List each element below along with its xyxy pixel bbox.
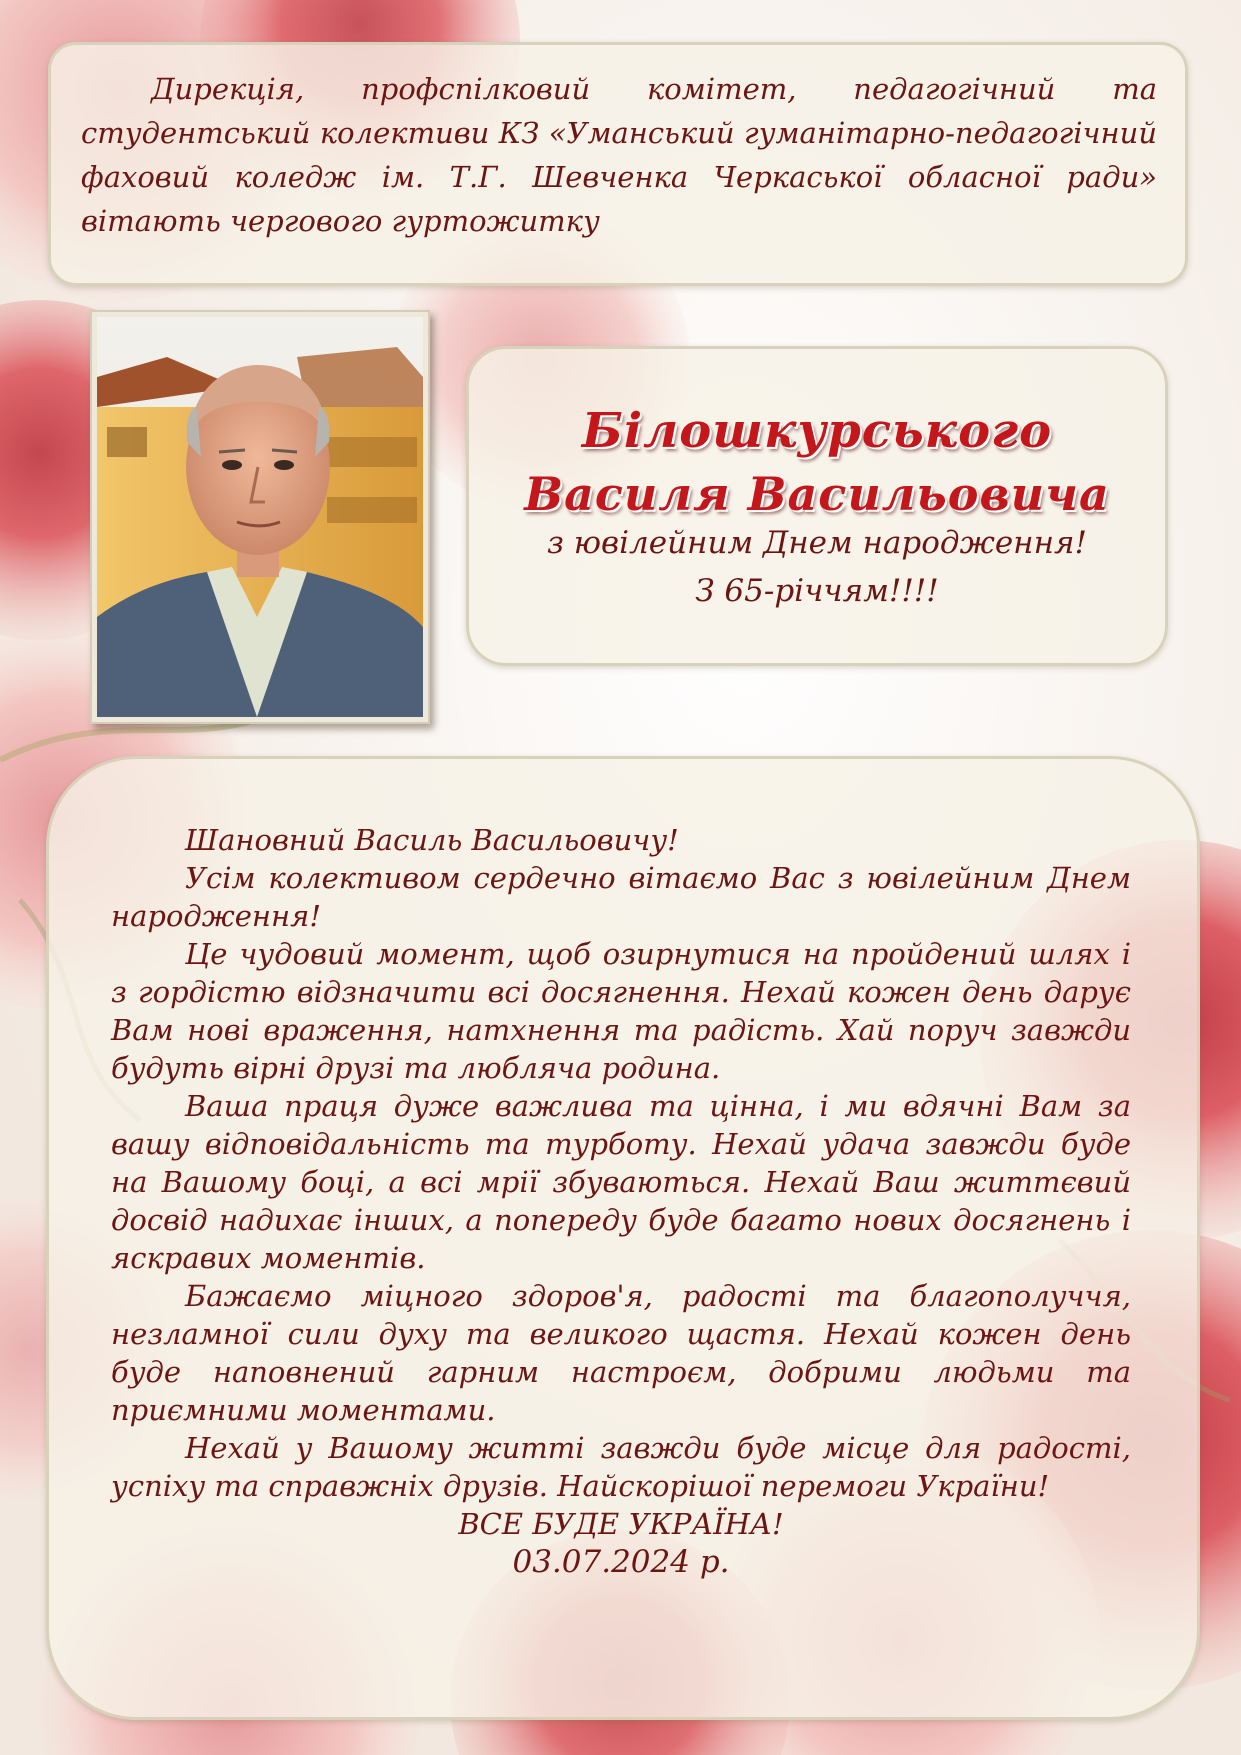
letter-panel bbox=[46, 756, 1200, 1720]
header-text: Дирекція, профспілковий комітет, педагогічний та студентський колективи КЗ «Уманський гуманітарно-педагогічний фаховий коледж ім. Т.Г. Шевченка Черкаської обласної ради» вітають чергового гуртожитку bbox=[81, 72, 1157, 238]
name-panel bbox=[466, 346, 1168, 666]
letter-paragraph: Усім колективом сердечно вітаємо Вас з ювілейним Днем народження! bbox=[111, 861, 1131, 933]
letter-date: 03.07.2024 р. bbox=[512, 1544, 730, 1580]
honoree-given-names: Василя Васильовича bbox=[524, 467, 1110, 521]
letter-paragraph: Це чудовий момент, щоб озирнутися на пройдений шлях і з гордістю відзначити всі досягнення. Нехай кожен день дарує Вам нові враження, натхнення та радість. Хай поруч завжди будуть вірні друзі та любляча родина. bbox=[111, 937, 1131, 1085]
anniversary-line: З 65-річчям!!!! bbox=[695, 573, 939, 609]
birthday-greeting: з ювілейним Днем народження! bbox=[547, 525, 1087, 561]
photo-frame bbox=[90, 310, 430, 724]
header-panel bbox=[48, 42, 1188, 286]
portrait-photo bbox=[97, 317, 423, 717]
honoree-surname: Білошкурського bbox=[581, 403, 1053, 459]
letter-paragraph: Бажаємо міцного здоров'я, радості та благополуччя, незламної сили духу та великого щастя. Нехай кожен день буде наповнений гарним настроєм, добрими людьми та приємними моментами. bbox=[111, 1279, 1131, 1427]
letter-paragraph: Ваша праця дуже важлива та цінна, і ми вдячні Вам за вашу відповідальність та турботу. Нехай удача завжди буде на Вашому боці, а всі мрії збуваються. Нехай Ваш життєвий досвід надихає інших, а попереду буде багато нових досягнень і яскравих моментів. bbox=[111, 1089, 1131, 1275]
salutation: Шановний Василь Васильовичу! bbox=[185, 823, 679, 857]
slogan: ВСЕ БУДЕ УКРАЇНА! bbox=[458, 1507, 784, 1541]
letter-paragraph: Нехай у Вашому житті завжди буде місце для радості, успіху та справжніх друзів. Найскорішої перемоги України! bbox=[111, 1431, 1131, 1503]
letter-body bbox=[111, 821, 1131, 1581]
